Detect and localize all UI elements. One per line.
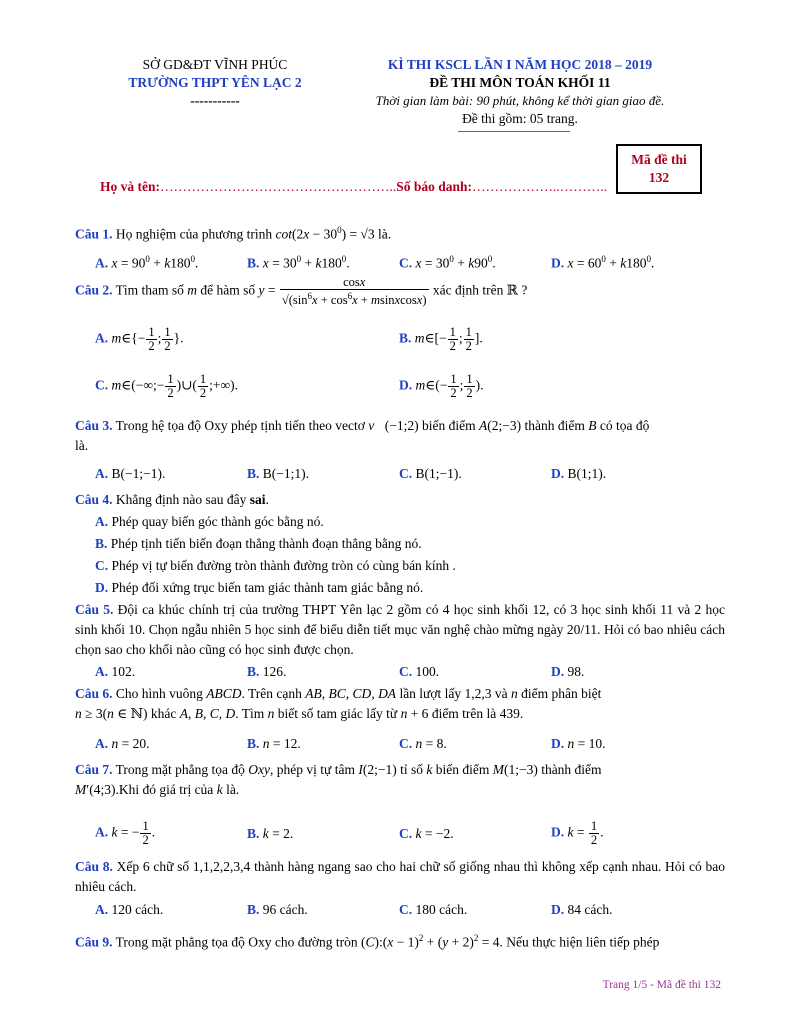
q8-option-d[interactable] [551,900,612,920]
q3-text3: thành điểm [524,418,585,433]
q6-label: Câu 6. [75,686,113,701]
header-right [345,56,695,128]
q8-d-label: D. [551,902,565,917]
q7-text2: phép vị tự tâm [276,762,355,777]
q2-text2: để hàm số [200,282,256,298]
q8-d-value: 84 cách. [567,902,613,917]
q1-option-d[interactable]: D. $x = 60^0 + k180^0$. [551,254,655,271]
q8-label: Câu 8. [75,859,113,874]
q8-option-c[interactable] [399,900,467,920]
q1-text: Họ nghiệm của phương trình [115,226,273,242]
name-label: Họ và tên: [100,179,160,194]
q8-text: Xếp 6 chữ số [116,859,190,874]
q4-c-label: C. [95,558,109,573]
q2-c-label: C. [95,377,109,393]
q3-text2: biến điểm [422,418,476,433]
exam-title: KÌ THI KSCL LẦN I NĂM HỌC 2018 – 2019 [387,57,653,72]
q7-d-label: D. [551,824,565,840]
q8-a-label: A. [95,902,109,917]
q7-option-c[interactable]: C. k = −2. [399,826,454,841]
q5-option-a[interactable] [95,662,135,682]
q2-option-b[interactable]: B. m∈[− $\frac{1}{2}$ ; $\frac{1}{2}$ ]. [399,325,483,353]
q7-a-label: A. [95,824,109,840]
q3-line2: là. [75,438,89,453]
q7-text5: thành điểm [541,762,602,777]
q4-a-label: A. [95,514,109,529]
q6-text4: và [494,686,508,701]
q7-option-d[interactable]: D. k = $\frac{1}{2}$ . [551,819,604,847]
q4-option-d[interactable] [95,578,423,598]
q7-option-a[interactable]: A. k = − $\frac{1}{2}$ . [95,819,156,847]
q6-option-a[interactable]: A. n = 20. [95,736,150,751]
q1-d-label: D. [551,255,565,271]
q4-text: Khẳng định nào sau đây [115,492,247,507]
q8-c-value: 180 cách. [415,902,468,917]
q4-label: Câu 4. [75,492,113,507]
time-note: Thời gian làm bài: 90 phút, không kể thời gian giao đề. [375,93,665,108]
q1-option-a[interactable]: A. $x = 90^0 + k180^0$. [95,254,199,271]
q4-b-text: Phép tịnh tiến biến đoạn thẳng thành đoạn thẳng bằng nó. [110,536,422,551]
q6-c-label: C. [399,736,413,751]
q4-d-label: D. [95,580,109,595]
question-7: Câu 7. Trong mặt phẳng tọa độ Oxy, phép vị tự tâm I(2;−1) tỉ số k biến điểm M(1;−3) thành điểm M′(4;3).Khi đó giá trị của k là. [75,762,602,797]
q5-b-label: B. [247,664,260,679]
q3-d-value: B(1;1). [567,466,607,481]
q5-d-label: D. [551,664,565,679]
q3-label: Câu 3. [75,418,113,433]
q5-text: Đội ca khúc chính trị của trường THPT Yên lạc 2 gồm có 4 học sinh khối 12, có 3 học sinh khối 11 và 2 học sinh khối 10. Chọn ngẫu nhiên 5 học sinh để biểu diễn tiết mục văn nghệ chào mừng ngày 20/11. Hỏi có bao nhiêu cách chọn sao cho khối nào cũng có học sinh được chọn. [75,602,725,657]
q6-line2a: khác [150,706,177,721]
q4-option-a[interactable] [95,512,324,532]
page-footer: Trang 1/5 - Mã đề thi 132 [602,979,721,991]
q3-option-b[interactable] [247,464,309,484]
q2-text: Tìm tham số [115,282,184,298]
q5-option-d[interactable] [551,662,584,682]
q8-c-label: C. [399,902,413,917]
q3-option-d[interactable] [551,464,606,484]
q2-tail: xác định trên ℝ ? [432,282,528,298]
code-label: Mã đề thi [631,152,687,167]
q3-b-value: B(−1;1). [262,466,310,481]
q3-c-value: B(1;−1). [415,466,462,481]
q5-option-b[interactable] [247,662,286,682]
header-dashes: ----------- [190,93,240,108]
q6-text3: lần lượt lấy [399,686,462,701]
header-left [100,56,330,110]
q6-option-b[interactable]: B. n = 12. [247,736,301,751]
q8-text2: thành hàng ngang sao cho hai chữ số giống nhau thì không xếp cạnh nhau. Hỏi có bao nhiêu cách. [75,859,726,894]
question-2: Câu 2. Tìm tham số m để hàm số y = $\frac{\cos x}{√(\sin^6x + \cos^6x + msinxcosx)}$ xác định trên ℝ ? [75,275,528,308]
q5-label: Câu 5. [75,602,114,617]
question-9: Câu 9. Trong mặt phẳng tọa độ Oxy cho đường tròn (C):(x − $1)^2 + (y + 2)^2 = 4$. Nếu thực hiện liên tiếp phép [75,933,660,950]
q5-c-label: C. [399,664,413,679]
q1-option-c[interactable]: C. $x = 30^0 + k90^0$. [399,254,496,271]
q8-a-value: 120 cách. [111,902,164,917]
q1-a-label: A. [95,255,109,271]
q6-line2c: biết số tam giác lấy từ [277,706,398,721]
q6-b-label: B. [247,736,260,751]
q7-line2b: là. [226,782,240,797]
q4-d-text: Phép đối xứng trục biến tam giác thành tam giác bằng nó. [111,580,424,595]
question-1: Câu 1. Họ nghiệm của phương trình $\cot(2x - 30^0) = √3$ là. [75,225,392,242]
q3-option-c[interactable] [399,464,462,484]
dept-name: SỞ GD&ĐT VĨNH PHÚC [142,57,288,72]
q8-option-b[interactable] [247,900,308,920]
question-6: Câu 6. Cho hình vuông ABCD. Trên cạnh AB, BC, CD, DA lần lượt lấy 1,2,3 và n điểm phân biệt n ≥ 3(n ∈ ℕ) khác A, B, C, D. Tìm n biết số tam giác lấy từ n + 6 điểm trên là 439. [75,686,602,721]
q1-c-label: C. [399,255,413,271]
q6-text2: . Trên cạnh [241,686,302,701]
q1-option-b[interactable]: B. $x = 30^0 + k180^0$. [247,254,350,271]
q3-a-label: A. [95,466,109,481]
q4-option-b[interactable] [95,534,422,554]
q4-bold: sai [249,492,266,507]
candidate-row [100,179,607,195]
q8-option-a[interactable] [95,900,163,920]
q7-b-label: B. [247,826,260,841]
question-4: Câu 4. Khẳng định nào sau đây sai. [75,492,269,507]
q5-a-value: 102. [111,664,136,679]
q6-option-d[interactable]: D. n = 10. [551,736,606,751]
q3-a-value: B(−1;−1). [111,466,166,481]
q6-text: Cho hình vuông [115,686,203,701]
divider [458,131,570,132]
q5-b-value: 126. [262,664,287,679]
q1-tail: là. [377,226,392,242]
q6-a-label: A. [95,736,109,751]
sbd-label: Số báo danh: [396,179,473,194]
exam-subject: ĐỀ THI MÔN TOÁN KHỐI 11 [429,75,611,90]
q8-b-value: 96 cách. [262,902,308,917]
q2-b-label: B. [399,330,412,346]
q9-label: Câu 9. [75,934,113,950]
question-8: Câu 8. Xếp 6 chữ số 1,1,2,2,3,4 thành hàng ngang sao cho hai chữ số giống nhau thì không xếp cạnh nhau. Hỏi có bao nhiêu cách. [75,859,726,894]
q2-a-label: A. [95,330,109,346]
q7-option-b[interactable]: B. k = 2. [247,826,294,841]
q9-text: Trong mặt phẳng tọa độ Oxy cho đường tròn [115,934,358,950]
q2-option-d[interactable]: D. m∈(− $\frac{1}{2}$ ; $\frac{1}{2}$ ). [399,372,484,400]
q6-d-label: D. [551,736,565,751]
question-3: Câu 3. Trong hệ tọa độ Oxy phép tịnh tiến theo vectơ v⃗(−1;2) biến điểm A(2;−3) thành điểm B có tọa độ là. [75,418,650,453]
q2-option-c[interactable]: C. m∈(−∞;− $\frac{1}{2}$ )∪( $\frac{1}{2}$ ;+∞). [95,372,239,400]
sbd-dots: ………………..……….. [472,179,608,194]
q7-text4: biến điểm [435,762,490,777]
q5-d-value: 98. [567,664,585,679]
q5-a-label: A. [95,664,109,679]
exam-code-box [616,144,702,194]
q7-label: Câu 7. [75,762,113,777]
school-name: TRƯỜNG THPT YÊN LẠC 2 [128,75,302,90]
q3-d-label: D. [551,466,565,481]
q5-c-value: 100. [415,664,440,679]
q6-option-c[interactable]: C. n = 8. [399,736,447,751]
q5-option-c[interactable] [399,662,439,682]
q7-text: Trong mặt phẳng tọa độ [115,762,245,777]
q3-text: Trong hệ tọa độ Oxy phép tịnh tiến theo vectơ [115,418,365,433]
code-value: 132 [648,170,670,185]
q8-b-label: B. [247,902,260,917]
q3-option-a[interactable] [95,464,165,484]
q7-line2: Khi đó giá trị của [118,782,214,797]
q2-label: Câu 2. [75,282,113,298]
q4-a-text: Phép quay biến góc thành góc bằng nó. [111,514,324,529]
q1-label: Câu 1. [75,226,113,242]
q3-b-label: B. [247,466,260,481]
q4-b-label: B. [95,536,108,551]
q9-tail: . Nếu thực hiện liên tiếp phép [499,934,660,950]
q6-line2b: . Tìm [235,706,265,721]
q7-text3: tỉ số [400,762,423,777]
q2-option-a[interactable]: A. m∈{− $\frac{1}{2}$ ; $\frac{1}{2}$ }. [95,325,184,353]
q4-c-text: Phép vị tự biến đường tròn thành đường tròn có cùng bán kính . [111,558,456,573]
question-5 [75,600,725,660]
q6-text5: điểm phân biệt [521,686,602,701]
q6-line2d: điểm trên là 439. [431,706,524,721]
q7-c-label: C. [399,826,413,841]
q1-b-label: B. [247,255,260,271]
q3-c-label: C. [399,466,413,481]
pages-note: Đề thi gồm: 05 trang. [462,111,578,126]
name-dots: …………………………………………….. [160,179,397,194]
q2-d-label: D. [399,377,413,393]
q3-text4: có tọa độ [599,418,650,433]
q4-option-c[interactable] [95,556,456,576]
